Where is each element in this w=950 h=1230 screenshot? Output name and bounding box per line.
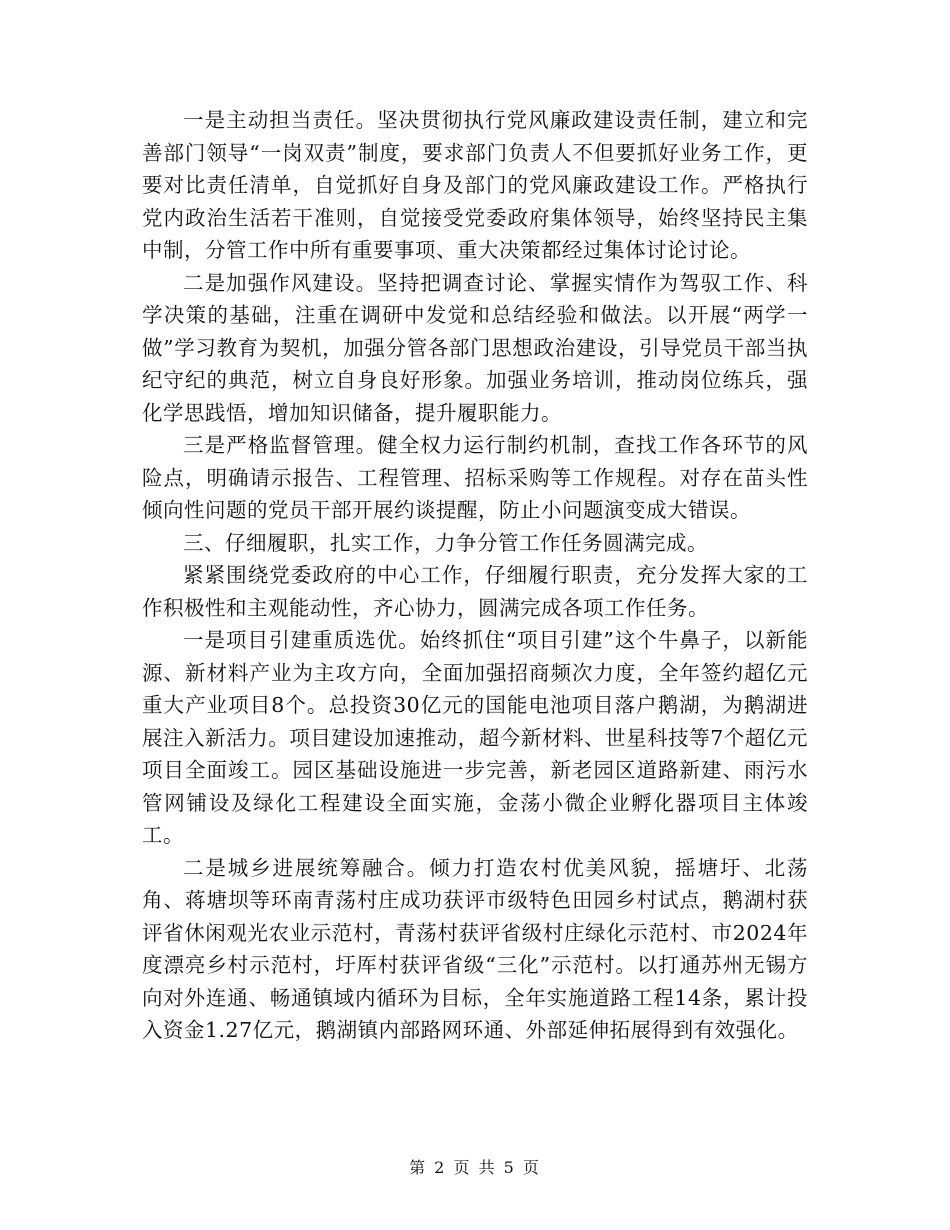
paragraph-3: 三是严格监督管理。健全权力运行制约机制，查找工作各环节的风险点，明确请示报告、工程管理、招标采购等工作规程。对存在苗头性倾向性问题的党员干部开展约谈提醒，防止小问题演变成大错误。: [142, 433, 808, 522]
paragraph-5: 紧紧围绕党委政府的中心工作，仔细履行职责，充分发挥大家的工作积极性和主观能动性，齐心协力，圆满完成各项工作任务。: [142, 563, 808, 620]
paragraph-6: 一是项目引建重质选优。始终抓住“项目引建”这个牛鼻子，以新能源、新材料产业为主攻方向，全面加强招商频次力度，全年签约超亿元重大产业项目8个。总投资30亿元的国能电池项目落户鹅湖，为鹅湖进展注入新活力。项目建设加速推动，超今新材料、世星科技等7个超亿元项目全面竣工。园区基础设施进一步完善，新老园区道路新建、雨污水管网铺设及绿化工程建设全面实施，金荡小微企业孵化器项目主体竣工。: [142, 628, 808, 847]
paragraph-2: 二是加强作风建设。坚持把调查讨论、掌握实情作为驾驭工作、科学决策的基础，注重在调研中发觉和总结经验和做法。以开展“两学一做”学习教育为契机，加强分管各部门思想政治建设，引导党员干部当执纪守纪的典范，树立自身良好形象。加强业务培训，推动岗位练兵，强化学思践悟，增加知识储备，提升履职能力。: [142, 270, 808, 425]
paragraph-7: 二是城乡进展统筹融合。倾力打造农村优美风貌，摇塘圩、北荡角、蒋塘坝等环南青荡村庄成功获评市级特色田园乡村试点，鹅湖村获评省休闲观光农业示范村，青荡村获评省级村庄绿化示范村、市2024年度漂亮乡村示范村，圩厍村获评省级“三化”示范村。以打通苏州无锡方向对外连通、畅通镇域内循环为目标，全年实施道路工程14条，累计投入资金1.27亿元，鹅湖镇内部路网环通、外部延伸拓展得到有效强化。: [142, 855, 808, 1042]
document-body: [142, 104, 808, 1047]
page-number-footer: 第 2 页 共 5 页: [409, 1158, 541, 1177]
paragraph-1: 一是主动担当责任。坚决贯彻执行党风廉政建设责任制，建立和完善部门领导“一岗双责”制度，要求部门负责人不但要抓好业务工作，更要对比责任清单，自觉抓好自身及部门的党风廉政建设工作。严格执行党内政治生活若干准则，自觉接受党委政府集体领导，始终坚持民主集中制，分管工作中所有重要事项、重大决策都经过集体讨论讨论。: [142, 108, 808, 262]
section-heading: 三、仔细履职，扎实工作，力争分管工作任务圆满完成。: [183, 530, 708, 555]
